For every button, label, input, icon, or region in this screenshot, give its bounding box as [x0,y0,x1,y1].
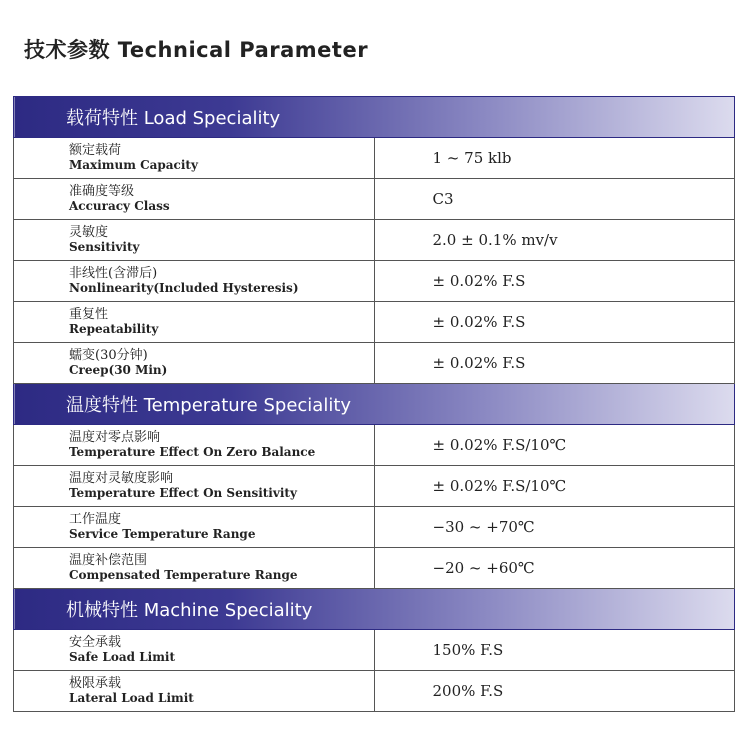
param-name-en: Accuracy Class [69,199,170,213]
param-name-zh: 额定载荷 [69,143,122,158]
param-name-zh: 非线性(含滞后) [69,266,158,281]
table-row [14,220,735,261]
param-value: 200% F.S [374,671,735,712]
param-name-en: Temperature Effect On Zero Balance [69,445,316,459]
param-name-zh: 灵敏度 [69,225,109,240]
table-row [14,630,735,671]
param-value: −20 ~ +60℃ [374,548,735,589]
param-value: −30 ~ +70℃ [374,507,735,548]
param-cell [14,179,375,220]
param-cell [14,138,375,179]
param-cell [14,671,375,712]
param-value: ± 0.02% F.S [374,261,735,302]
param-name-zh: 极限承载 [69,676,122,691]
param-name-zh: 蠕变(30分钟) [69,348,148,363]
section-header-machine [14,589,735,630]
param-cell [14,220,375,261]
section-heading: 机械特性 Machine Speciality [14,589,735,630]
table-row [14,507,735,548]
param-value: ± 0.02% F.S/10℃ [374,425,735,466]
param-cell [14,261,375,302]
param-value: C3 [374,179,735,220]
table-row [14,343,735,384]
section-header-load [14,97,735,138]
param-name-zh: 温度对零点影响 [69,430,161,445]
param-name-en: Compensated Temperature Range [69,568,298,582]
param-name-en: Safe Load Limit [69,650,175,664]
param-value: ± 0.02% F.S [374,343,735,384]
param-cell [14,425,375,466]
param-cell [14,630,375,671]
page-title: 技术参数 Technical Parameter [24,38,369,62]
param-name-en: Sensitivity [69,240,140,254]
table-row [14,466,735,507]
param-value: ± 0.02% F.S/10℃ [374,466,735,507]
param-cell [14,507,375,548]
param-cell [14,466,375,507]
param-value: 150% F.S [374,630,735,671]
table-row [14,179,735,220]
param-name-en: Creep(30 Min) [69,363,168,377]
param-name-zh: 工作温度 [69,512,122,527]
param-name-en: Temperature Effect On Sensitivity [69,486,297,500]
param-value: 1 ~ 75 klb [374,138,735,179]
param-name-zh: 重复性 [69,307,109,322]
param-name-zh: 安全承载 [69,635,122,650]
param-name-en: Maximum Capacity [69,158,198,172]
param-cell [14,548,375,589]
table-row [14,261,735,302]
section-heading: 载荷特性 Load Speciality [14,97,735,138]
param-value: 2.0 ± 0.1% mv/v [374,220,735,261]
table-row [14,425,735,466]
param-cell [14,302,375,343]
param-name-en: Nonlinearity(Included Hysteresis) [69,281,299,295]
section-heading: 温度特性 Temperature Speciality [14,384,735,425]
param-name-zh: 温度对灵敏度影响 [69,471,174,486]
param-name-zh: 温度补偿范围 [69,553,148,568]
table-row [14,548,735,589]
spec-table [13,96,735,712]
param-value: ± 0.02% F.S [374,302,735,343]
param-name-en: Lateral Load Limit [69,691,194,705]
param-cell [14,343,375,384]
table-row [14,138,735,179]
table-row [14,302,735,343]
section-header-temperature [14,384,735,425]
table-row [14,671,735,712]
param-name-en: Service Temperature Range [69,527,256,541]
param-name-en: Repeatability [69,322,159,336]
param-name-zh: 准确度等级 [69,184,135,199]
